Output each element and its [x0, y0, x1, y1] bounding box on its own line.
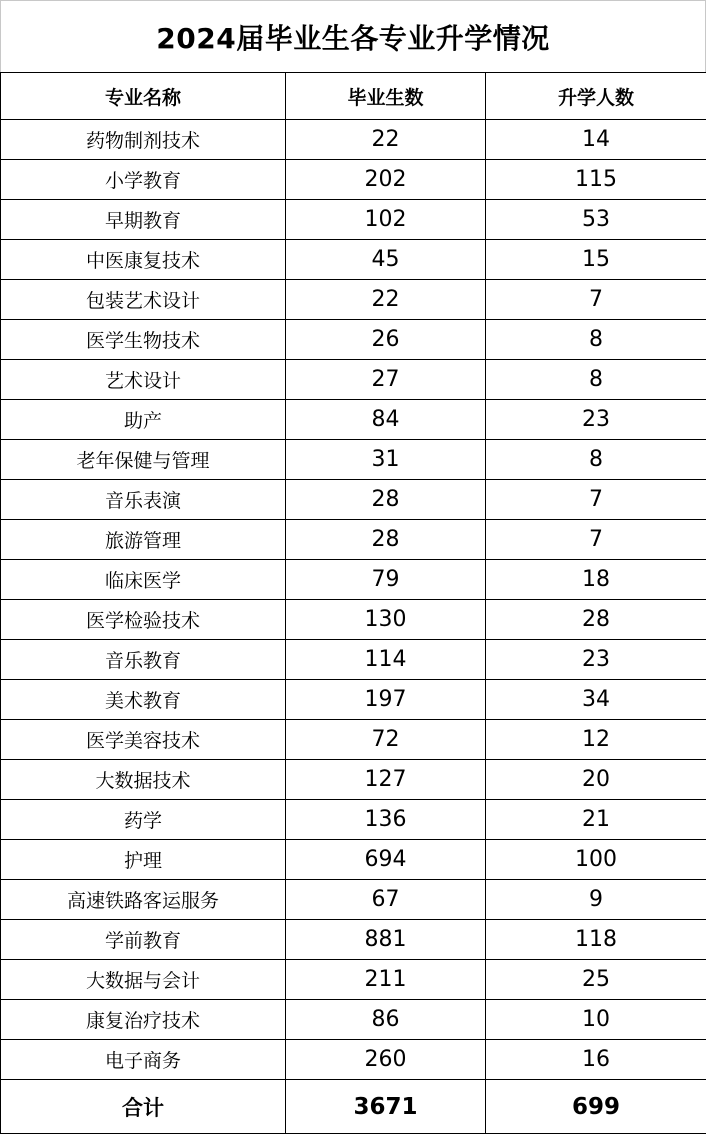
further-study-cell: 25	[486, 960, 706, 1000]
table-row	[1, 920, 706, 960]
further-study-cell: 20	[486, 760, 706, 800]
table-row	[1, 480, 706, 520]
total-row	[1, 1080, 706, 1134]
table-row	[1, 120, 706, 160]
graduates-cell: 79	[286, 560, 486, 600]
data-table	[0, 72, 706, 1134]
further-study-cell: 23	[486, 400, 706, 440]
header-further-study: 升学人数	[486, 73, 706, 120]
table-row	[1, 400, 706, 440]
graduates-cell: 27	[286, 360, 486, 400]
page-title: 2024届毕业生各专业升学情况	[156, 21, 550, 55]
further-study-cell: 15	[486, 240, 706, 280]
further-study-cell: 7	[486, 520, 706, 560]
table-row	[1, 640, 706, 680]
major-name-cell: 艺术设计	[1, 360, 286, 400]
table-row	[1, 240, 706, 280]
further-study-cell: 23	[486, 640, 706, 680]
graduates-cell: 211	[286, 960, 486, 1000]
table-row	[1, 880, 706, 920]
table-row	[1, 160, 706, 200]
major-name-cell: 中医康复技术	[1, 240, 286, 280]
major-name-cell: 医学生物技术	[1, 320, 286, 360]
graduates-cell: 114	[286, 640, 486, 680]
header-major: 专业名称	[1, 73, 286, 120]
further-study-cell: 115	[486, 160, 706, 200]
header-graduates: 毕业生数	[286, 73, 486, 120]
title-bar	[0, 0, 706, 72]
table-row	[1, 1000, 706, 1040]
major-name-cell: 老年保健与管理	[1, 440, 286, 480]
major-name-cell: 临床医学	[1, 560, 286, 600]
major-name-cell: 音乐教育	[1, 640, 286, 680]
further-study-cell: 16	[486, 1040, 706, 1080]
graduates-cell: 102	[286, 200, 486, 240]
header-row	[1, 73, 706, 120]
further-study-cell: 10	[486, 1000, 706, 1040]
table-row	[1, 840, 706, 880]
table-row	[1, 720, 706, 760]
further-study-cell: 8	[486, 360, 706, 400]
major-name-cell: 旅游管理	[1, 520, 286, 560]
further-study-cell: 8	[486, 320, 706, 360]
table-row	[1, 800, 706, 840]
graduates-cell: 881	[286, 920, 486, 960]
graduates-cell: 197	[286, 680, 486, 720]
major-name-cell: 学前教育	[1, 920, 286, 960]
graduates-cell: 202	[286, 160, 486, 200]
table-row	[1, 1040, 706, 1080]
major-name-cell: 电子商务	[1, 1040, 286, 1080]
total-graduates: 3671	[286, 1080, 486, 1134]
graduates-cell: 130	[286, 600, 486, 640]
graduates-cell: 72	[286, 720, 486, 760]
table-row	[1, 520, 706, 560]
graduates-cell: 28	[286, 520, 486, 560]
table-row	[1, 680, 706, 720]
table-row	[1, 320, 706, 360]
major-name-cell: 药学	[1, 800, 286, 840]
total-label: 合计	[1, 1080, 286, 1134]
graduates-cell: 31	[286, 440, 486, 480]
further-study-cell: 12	[486, 720, 706, 760]
graduates-cell: 260	[286, 1040, 486, 1080]
graduates-cell: 22	[286, 280, 486, 320]
major-name-cell: 美术教育	[1, 680, 286, 720]
graduates-cell: 67	[286, 880, 486, 920]
further-study-cell: 118	[486, 920, 706, 960]
further-study-cell: 8	[486, 440, 706, 480]
major-name-cell: 音乐表演	[1, 480, 286, 520]
major-name-cell: 医学美容技术	[1, 720, 286, 760]
major-name-cell: 助产	[1, 400, 286, 440]
graduates-cell: 86	[286, 1000, 486, 1040]
further-study-cell: 53	[486, 200, 706, 240]
table-row	[1, 440, 706, 480]
graduates-cell: 127	[286, 760, 486, 800]
graduates-cell: 26	[286, 320, 486, 360]
further-study-cell: 28	[486, 600, 706, 640]
graduates-cell: 136	[286, 800, 486, 840]
table-row	[1, 200, 706, 240]
table-row	[1, 600, 706, 640]
further-study-cell: 7	[486, 480, 706, 520]
graduates-cell: 22	[286, 120, 486, 160]
table-row	[1, 760, 706, 800]
major-name-cell: 大数据技术	[1, 760, 286, 800]
major-name-cell: 大数据与会计	[1, 960, 286, 1000]
major-name-cell: 医学检验技术	[1, 600, 286, 640]
further-study-cell: 7	[486, 280, 706, 320]
further-study-cell: 100	[486, 840, 706, 880]
table-row	[1, 960, 706, 1000]
graduates-cell: 45	[286, 240, 486, 280]
major-name-cell: 康复治疗技术	[1, 1000, 286, 1040]
table-body	[1, 120, 706, 1080]
major-name-cell: 包装艺术设计	[1, 280, 286, 320]
table-row	[1, 280, 706, 320]
further-study-cell: 21	[486, 800, 706, 840]
total-further-study: 699	[486, 1080, 706, 1134]
graduates-cell: 28	[286, 480, 486, 520]
major-name-cell: 药物制剂技术	[1, 120, 286, 160]
graduates-cell: 694	[286, 840, 486, 880]
further-study-cell: 18	[486, 560, 706, 600]
graduates-cell: 84	[286, 400, 486, 440]
table-row	[1, 360, 706, 400]
major-name-cell: 小学教育	[1, 160, 286, 200]
further-study-cell: 14	[486, 120, 706, 160]
major-name-cell: 早期教育	[1, 200, 286, 240]
further-study-cell: 34	[486, 680, 706, 720]
major-name-cell: 护理	[1, 840, 286, 880]
major-name-cell: 高速铁路客运服务	[1, 880, 286, 920]
table-row	[1, 560, 706, 600]
further-study-cell: 9	[486, 880, 706, 920]
